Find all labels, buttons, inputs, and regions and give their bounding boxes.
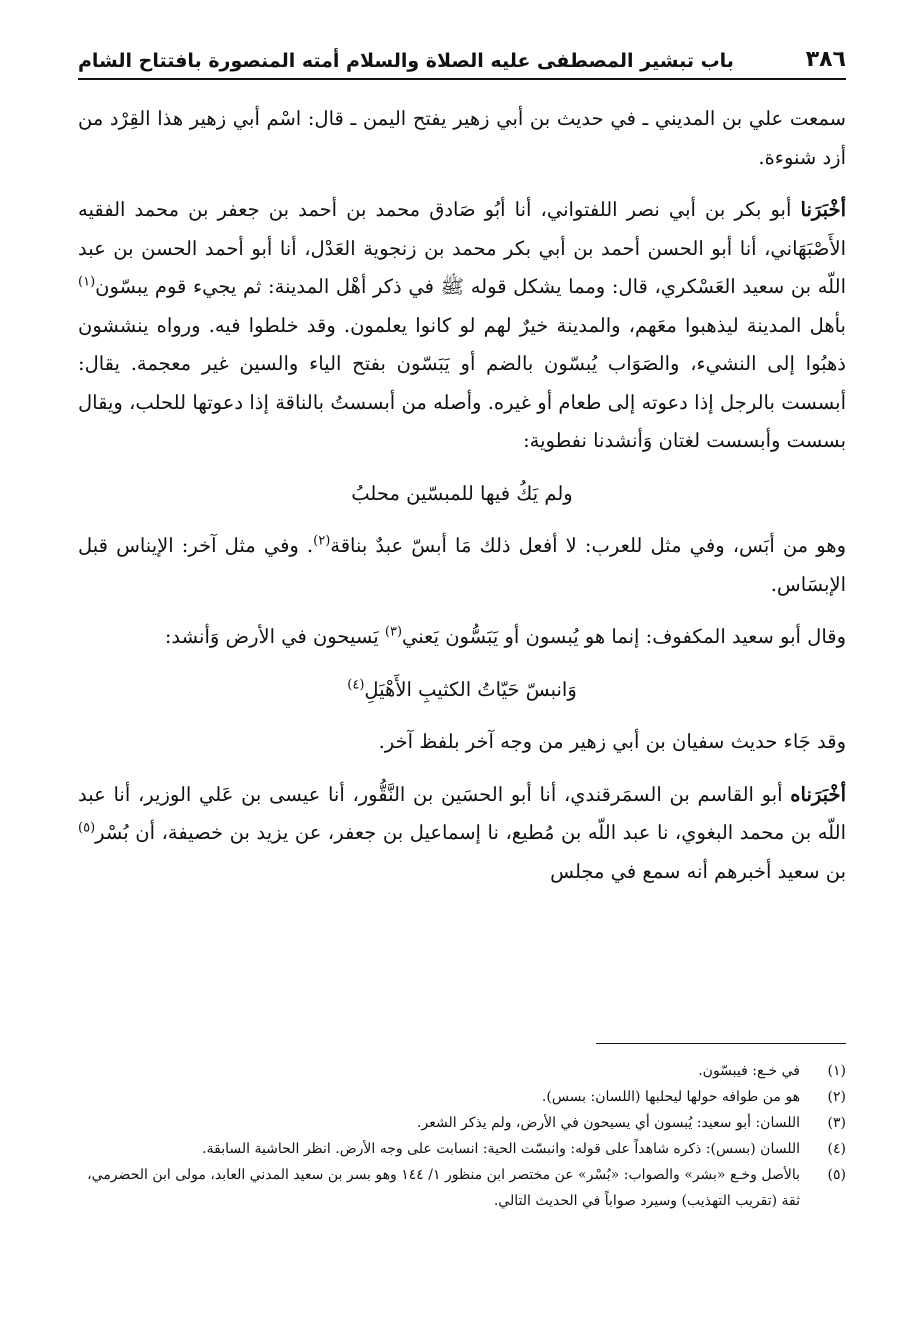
- footnote-text: هو من طوافه حولها ليحلبها (اللسان: بسس).: [541, 1089, 800, 1105]
- paragraph-3-text-a: وهو من أبَس، وفي مثل للعرب: لا أفعل ذلك مَا أبسّ عبدٌ بناقة: [330, 534, 846, 557]
- footnote-number: (٣): [827, 1115, 846, 1131]
- footnote: [78, 1136, 846, 1162]
- footnote: [78, 1162, 846, 1214]
- paragraph-4: [78, 618, 846, 657]
- paragraph-2-text-b: بأهل المدينة ليذهبوا معَهم، والمدينة خيرٌ لهم لو كانوا يعلمون. وقد خلطوا فيه. ورواه ينششون ذهبُوا إلى النشيء، والصَوَاب يُبسّون بالضم أو يَبَسّون بفتح الياء والسين غير معجمة. يقال: أبسست بالرجل إذا دعوته إلى طعام أو غيره. وأصله من أبسستُ بالناقة إذا دعوتها للحلب، ويقال بسست وأبسست لغتان وَأنشدنا نفطوية:: [78, 313, 846, 452]
- paragraph-4-text-a: وقال أبو سعيد المكفوف: إنما هو يُبسون أو يَبَسُّون يَعني: [402, 625, 846, 648]
- footnote: [78, 1084, 846, 1110]
- verse-2: [78, 671, 846, 710]
- footnote: [78, 1058, 846, 1084]
- footnote-ref-1: (١): [78, 274, 96, 290]
- isnad-lead-2: أخْبَرَناه: [790, 782, 846, 806]
- paragraph-2-text-a: أبو بكر بن أبي نصر اللفتواني، أنا أبُو صَادق محمد بن أحمد بن جعفر بن محمد الفقيه الأَصْبَهَاني، أنا أبو الحسن أحمد بن أبي بكر محمد بن زنجوية العَدْل، أنا أبو أحمد الحسن بن عبد اللّه بن سعيد العَسْكري، قال: ومما يشكل قوله ﷺ في ذكر أهْل المدينة: ثم يجيء قوم يبسّون: [78, 198, 846, 298]
- paragraph-1: سمعت علي بن المديني ـ في حديث بن أبي زهير يفتح اليمن ـ قال: اسْم أبي زهير هذا القِرْد من أزد شنوءة.: [78, 107, 846, 169]
- page-number: ٣٨٦: [805, 47, 846, 72]
- footnote-ref-2: (٢): [313, 533, 331, 549]
- footnote-separator: [596, 1043, 846, 1044]
- footnote-ref-4: (٤): [347, 677, 365, 692]
- paragraph-2: [78, 191, 846, 461]
- paragraph-5: وقد جَاء حديث سفيان بن أبي زهير من وجه آخر بلفظ آخر.: [378, 730, 846, 753]
- isnad-lead: أخْبَرَنا: [800, 198, 846, 221]
- paragraph-4-text-b: يَسيحون في الأرض وَأنشد:: [164, 625, 385, 648]
- paragraph-6-text-a: أبو القاسم بن السمَرقندي، أنا أبو الحسَين بن النَّقُّور، أنا عيسى بن عَلي الوزير، أنا عبد اللّه بن محمد البغوي، نا عبد اللّه بن مُطيع، نا إسماعيل بن جعفر، عن يزيد بن خصيفة، أن بُسْر: [78, 782, 846, 844]
- paragraph-3: [78, 527, 846, 604]
- footnote-text: اللسان: أبو سعيد: يُبسون أي يسيحون في الأرض، ولم يذكر الشعر.: [417, 1115, 800, 1131]
- footnote-number: (٤): [827, 1141, 846, 1157]
- chapter-title: باب تبشير المصطفى عليه الصلاة والسلام أمته المنصورة بافتتاح الشام: [78, 50, 734, 72]
- verse-1: ولم يَكُ فيها للمبسّين محلبُ: [351, 481, 573, 505]
- footnote-ref-5: (٥): [78, 820, 96, 836]
- verse-2-text: وَانبسّ حَيّاتُ الكثيبِ الأَهْيَلِ: [364, 677, 577, 701]
- paragraph-6-text-b: بن سعيد أخبرهم أنه سمع في مجلس: [550, 859, 846, 883]
- footnote-number: (٥): [827, 1167, 846, 1183]
- paragraph-3-text-b: . وفي مثل آخر: الإيناس قبل الإبسَاس.: [78, 534, 846, 596]
- footnote-text: اللسان (بسس): ذكره شاهداً على قوله: وانبسّت الحية: انسابت على وجه الأرض. انظر الحاشية السابقة.: [202, 1141, 800, 1157]
- footnotes: [78, 1058, 846, 1214]
- main-text: [78, 100, 846, 905]
- running-header: [78, 36, 846, 80]
- footnote-number: (١): [827, 1063, 846, 1079]
- footnote: [78, 1110, 846, 1136]
- footnote-ref-3: (٣): [384, 624, 403, 640]
- footnote-text: بالأصل وخـع «بشر» والصواب: «بُسْر» عن مختصر ابن منظور ١/ ١٤٤ وهو بسر بن سعيد المدني العابد، مولى ابن الحضرمي، ثقة (تقريب التهذيب) وسيرد صواباً في الحديث التالي.: [87, 1167, 800, 1209]
- paragraph-6: [78, 776, 846, 892]
- footnote-text: في خـع: فيبسّون.: [698, 1063, 800, 1079]
- footnote-number: (٢): [827, 1089, 846, 1105]
